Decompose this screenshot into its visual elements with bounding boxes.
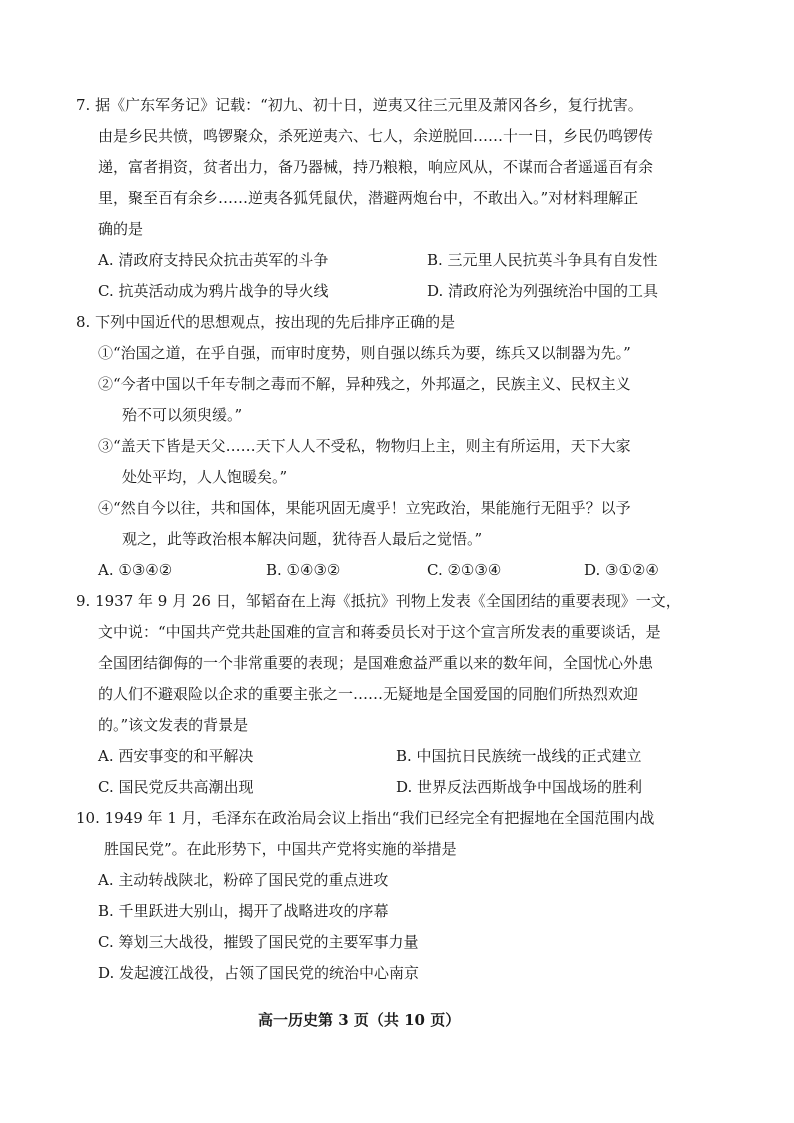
q10-stem-line-1: 10. 1949 年 1 月，毛泽东在政治局会议上指出“我们已经完全有把握地在全国范围内战 <box>76 809 655 827</box>
q7-option-b: B. 三元里人民抗英斗争具有自发性 <box>427 251 658 269</box>
q8-item-1-line-1: ①“治国之道，在乎自强，而审时度势，则自强以练兵为要，练兵又以制器为先。” <box>98 344 631 362</box>
q9-option-b: B. 中国抗日民族统一战线的正式建立 <box>396 747 642 765</box>
q7-option-d: D. 清政府沦为列强统治中国的工具 <box>427 282 659 300</box>
q9-stem-line-4: 的人们不避艰险以企求的重要主张之一……无疑地是全国爱国的同胞们所热烈欢迎 <box>98 685 639 703</box>
q8-option-c: C. ②①③④ <box>427 561 502 579</box>
q9-option-c: C. 国民党反共高潮出现 <box>98 778 254 796</box>
q8-stem: 8. 下列中国近代的思想观点，按出现的先后排序正确的是 <box>76 313 456 331</box>
q7-stem-line-3: 递，富者捐资，贫者出力，备乃器械，持乃粮粮，响应风从，不谋而合者遥遥百有余 <box>98 158 654 176</box>
q9-stem-line-1: 9. 1937 年 9 月 26 日，邹韬奋在上海《抵抗》刊物上发表《全国团结的重要表现》一文， <box>76 592 681 610</box>
q9-option-a: A. 西安事变的和平解决 <box>98 747 254 765</box>
q8-item-3-line-1: ③“盖天下皆是天父……天下人人不受私，物物归上主，则主有所运用，天下大家 <box>98 437 631 455</box>
q7-stem-line-4: 里，聚至百有余乡……逆夷各狐凭鼠伏，潜避两炮台中，不敢出入。”对材料理解正 <box>98 189 639 207</box>
q8-item-2-line-1: ②“今者中国以千年专制之毒而不解，异种残之，外邦逼之，民族主义、民权主义 <box>98 375 631 393</box>
q8-item-2-line-2: 殆不可以须臾缓。” <box>122 406 243 424</box>
q7-option-a: A. 清政府支持民众抗击英军的斗争 <box>98 251 329 269</box>
q10-option-b: B. 千里跃进大别山，揭开了战略进攻的序幕 <box>98 902 389 920</box>
q10-option-d: D. 发起渡江战役，占领了国民党的统治中心南京 <box>98 964 420 982</box>
q8-item-4-line-2: 观之，此等政治根本解决问题，犹待吾人最后之觉悟。” <box>122 530 483 548</box>
q10-stem-line-2: 胜国民党”。在此形势下，中国共产党将实施的举措是 <box>104 840 457 858</box>
q10-option-c: C. 筹划三大战役，摧毁了国民党的主要军事力量 <box>98 933 419 951</box>
q7-stem-line-1: 7. 据《广东军务记》记载：“初九、初十日，逆夷又往三元里及萧冈各乡，复行扰害。 <box>76 96 643 114</box>
q8-item-4-line-1: ④“然自今以往，共和国体，果能巩固无虞乎！立宪政治，果能施行无阻乎？以予 <box>98 499 631 517</box>
q8-item-3-line-2: 处处平均，人人饱暖矣。” <box>122 468 288 486</box>
q9-option-d: D. 世界反法西斯战争中国战场的胜利 <box>396 778 643 796</box>
q7-stem-line-5: 确的是 <box>98 220 144 238</box>
q7-stem-line-2: 由是乡民共愤，鸣锣聚众，杀死逆夷六、七人，余逆脱回……十一日，乡民仍鸣锣传 <box>98 127 654 145</box>
q7-option-c: C. 抗英活动成为鸦片战争的导火线 <box>98 282 329 300</box>
q8-option-b: B. ①④③② <box>266 561 341 579</box>
q8-option-a: A. ①③④② <box>98 561 173 579</box>
q8-option-d: D. ③①②④ <box>584 561 659 579</box>
q9-stem-line-5: 的。”该文发表的背景是 <box>98 716 249 734</box>
page-footer: 高一历史第 3 页（共 10 页） <box>258 1011 461 1029</box>
q9-stem-line-3: 全国团结御侮的一个非常重要的表现；是国难愈益严重以来的数年间，全国忧心外患 <box>98 654 654 672</box>
q10-option-a: A. 主动转战陕北，粉碎了国民党的重点进攻 <box>98 871 389 889</box>
q9-stem-line-2: 文中说：“中国共产党共赴国难的宣言和蒋委员长对于这个宣言所发表的重要谈话，是 <box>98 623 661 641</box>
